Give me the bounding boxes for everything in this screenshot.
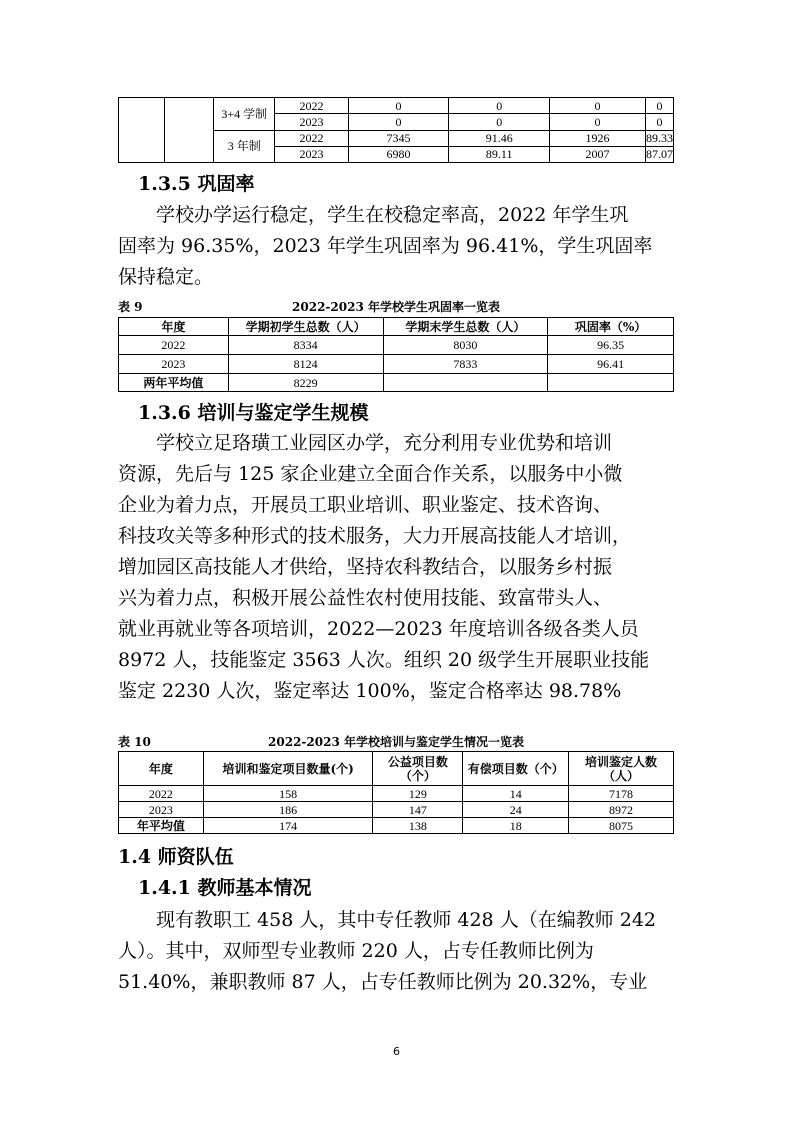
text-line: 兴为着力点，积极开展公益性农村使用技能、致富带头人、 bbox=[118, 587, 613, 609]
table9-title: 2022-2023 年学校学生巩固率一览表 bbox=[292, 300, 500, 314]
text-line: 人）。其中，双师型专业教师 220 人，占专任教师比例为 bbox=[118, 940, 594, 962]
section-heading-1-3-5: 1.3.5 巩固率 bbox=[138, 173, 255, 195]
paragraph-1-3-6 bbox=[118, 428, 688, 707]
section-heading-1-3-6: 1.3.6 培训与鉴定学生规模 bbox=[138, 402, 369, 424]
table-9 bbox=[118, 317, 674, 392]
table-cell: 8075 bbox=[569, 818, 674, 834]
text-line: 就业再就业等各项培训，2022—2023 年度培训各级各类人员 bbox=[118, 618, 639, 640]
table-cell: 0 bbox=[550, 98, 646, 114]
table-cell: 14 bbox=[463, 786, 569, 802]
table-cell: 129 bbox=[373, 786, 463, 802]
table-cell: 0 bbox=[348, 98, 449, 114]
table-cell: 2023 bbox=[275, 114, 349, 130]
page-number: 6 bbox=[393, 1045, 400, 1058]
text-line: 学校立足珞璜工业园区办学，充分利用专业优势和培训 bbox=[156, 432, 613, 454]
text-line: 鉴定 2230 人次，鉴定率达 100%，鉴定合格率达 98.78% bbox=[118, 680, 622, 702]
table-cell bbox=[548, 374, 674, 392]
table-header: 年度 bbox=[119, 752, 204, 786]
table-header: 公益项目数（个） bbox=[373, 752, 463, 786]
table-cell: 0 bbox=[646, 114, 674, 130]
table-row-label: 两年平均值 bbox=[119, 374, 229, 392]
table-cell: 96.35 bbox=[548, 336, 674, 355]
text-line: 8972 人，技能鉴定 3563 人次。组织 20 级学生开展职业技能 bbox=[118, 649, 650, 671]
table-cell: 8124 bbox=[228, 355, 383, 374]
table-cell-empty bbox=[119, 98, 165, 163]
table-header: 学期末学生总数（人） bbox=[383, 318, 548, 336]
table10-title: 2022-2023 年学校培训与鉴定学生情况一览表 bbox=[268, 735, 524, 749]
table10-label: 表 10 bbox=[118, 735, 151, 749]
row-group-label: 3+4 学制 bbox=[214, 98, 275, 131]
table-cell: 18 bbox=[463, 818, 569, 834]
table-cell: 186 bbox=[203, 802, 373, 818]
table-cell: 138 bbox=[373, 818, 463, 834]
table-header: 培训和鉴定项目数量(个) bbox=[203, 752, 373, 786]
table-cell: 91.46 bbox=[449, 130, 550, 146]
table-cell: 0 bbox=[449, 98, 550, 114]
table-cell: 8972 bbox=[569, 802, 674, 818]
table-cell bbox=[383, 374, 548, 392]
table-cell: 87.07 bbox=[646, 147, 673, 162]
table-cell: 2022 bbox=[275, 98, 349, 114]
table-cell: 7833 bbox=[383, 355, 548, 374]
table-cell: 2007 bbox=[550, 146, 646, 162]
text-line: 增加园区高技能人才供给，坚持农科教结合，以服务乡村振 bbox=[118, 556, 613, 578]
table-cell: 147 bbox=[373, 802, 463, 818]
table-header: 学期初学生总数（人） bbox=[228, 318, 383, 336]
table-cell: 2023 bbox=[119, 355, 229, 374]
table-cell: 0 bbox=[449, 114, 550, 130]
section-heading-1-4: 1.4 师资队伍 bbox=[118, 846, 234, 868]
table-cell: 6980 bbox=[348, 146, 449, 162]
table-cell: 7178 bbox=[569, 786, 674, 802]
text-line: 企业为着力点，开展员工职业培训、职业鉴定、技术咨询、 bbox=[118, 494, 613, 516]
table-cell: 2022 bbox=[275, 130, 349, 146]
table-cell-empty bbox=[164, 98, 214, 163]
table-cell: 89.11 bbox=[449, 146, 550, 162]
table-cell: 24 bbox=[463, 802, 569, 818]
table-cell: 174 bbox=[203, 818, 373, 834]
table-top-continuation bbox=[118, 97, 674, 163]
section-heading-1-4-1: 1.4.1 教师基本情况 bbox=[138, 877, 312, 899]
table-cell: 0 bbox=[646, 98, 674, 114]
row-group-label: 3 年制 bbox=[214, 130, 275, 163]
text-line: 学校办学运行稳定，学生在校稳定率高，2022 年学生巩 bbox=[156, 204, 629, 226]
text-line: 固率为 96.35%，2023 年学生巩固率为 96.41%，学生巩固率 bbox=[118, 235, 653, 257]
table-cell: 8334 bbox=[228, 336, 383, 355]
table-cell: 0 bbox=[550, 114, 646, 130]
table-cell: 1926 bbox=[550, 130, 646, 146]
table-header: 巩固率（%） bbox=[548, 318, 674, 336]
paragraph-1-3-5 bbox=[118, 200, 678, 293]
text-line: 资源，先后与 125 家企业建立全面合作关系，以服务中小微 bbox=[118, 463, 623, 485]
table-cell: 89.33 bbox=[646, 131, 673, 146]
text-line: 现有教职工 458 人，其中专任教师 428 人（在编教师 242 bbox=[156, 909, 656, 931]
table-cell: 2022 bbox=[119, 786, 204, 802]
table-cell: 0 bbox=[348, 114, 449, 130]
table-cell: 8030 bbox=[383, 336, 548, 355]
table-header: 年度 bbox=[119, 318, 229, 336]
table-cell: 8229 bbox=[228, 374, 383, 392]
paragraph-1-4-1 bbox=[118, 905, 688, 998]
table-10 bbox=[118, 751, 674, 834]
table-header: 培训鉴定人数（人） bbox=[569, 752, 674, 786]
table9-label: 表 9 bbox=[118, 300, 143, 314]
table-cell: 158 bbox=[203, 786, 373, 802]
table-cell: 2023 bbox=[119, 802, 204, 818]
table-row-label: 年平均值 bbox=[119, 818, 204, 834]
table-cell: 2022 bbox=[119, 336, 229, 355]
text-line: 科技攻关等多种形式的技术服务，大力开展高技能人才培训， bbox=[118, 525, 632, 547]
table-cell: 2023 bbox=[275, 146, 349, 162]
table-header: 有偿项目数（个） bbox=[463, 752, 569, 786]
text-line: 51.40%，兼职教师 87 人，占专任教师比例为 20.32%，专业 bbox=[118, 971, 648, 993]
text-line: 保持稳定。 bbox=[118, 266, 214, 288]
table-cell: 96.41 bbox=[548, 355, 674, 374]
table-cell: 7345 bbox=[348, 130, 449, 146]
